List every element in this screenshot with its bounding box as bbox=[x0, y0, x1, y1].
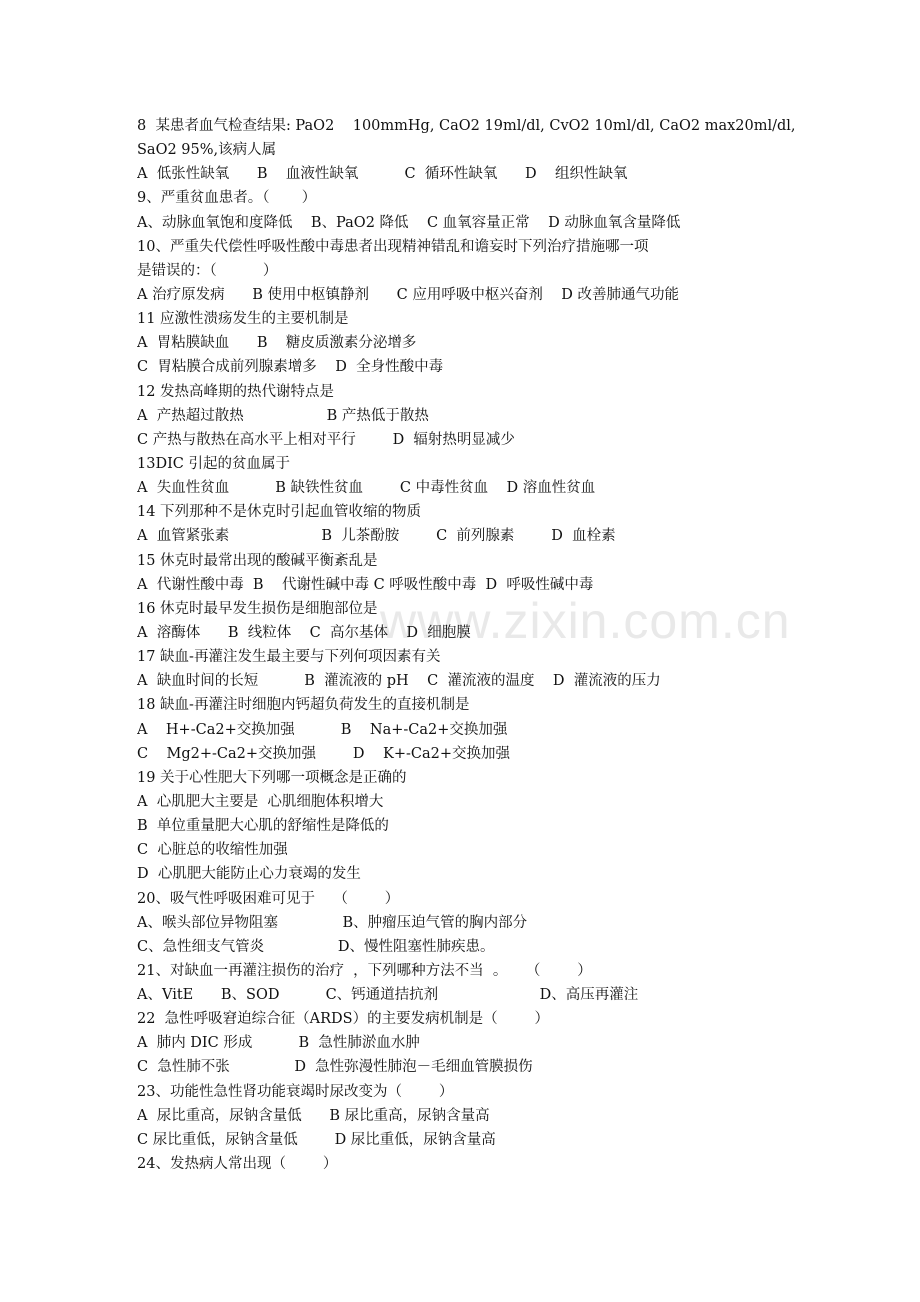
text-line: 10、严重失代偿性呼吸性酸中毒患者出现精神错乱和谵妄时下列治疗措施哪一项 bbox=[137, 238, 649, 255]
text-line: B 单位重量肥大心肌的舒缩性是降低的 bbox=[137, 818, 389, 835]
text-line: A 溶酶体 B 线粒体 C 高尔基体 D 细胞膜 bbox=[137, 624, 471, 641]
text-line: 13DIC 引起的贫血属于 bbox=[137, 455, 291, 472]
text-line: C、急性细支气管炎 D、慢性阻塞性肺疾患。 bbox=[137, 938, 495, 955]
text-line: 18 缺血-再灌注时细胞内钙超负荷发生的直接机制是 bbox=[137, 697, 470, 714]
text-line: A、VitE B、SOD C、钙通道拮抗剂 D、高压再灌注 bbox=[137, 987, 639, 1004]
text-line: A 尿比重高，尿钠含量低 B 尿比重高，尿钠含量高 bbox=[137, 1107, 490, 1124]
text-line: A 肺内 DIC 形成 B 急性肺淤血水肿 bbox=[137, 1035, 420, 1052]
text-line: A 心肌肥大主要是 心肌细胞体积增大 bbox=[137, 793, 384, 810]
text-line: 11 应激性溃疡发生的主要机制是 bbox=[137, 311, 349, 328]
text-line: A 胃粘膜缺血 B 糖皮质激素分泌增多 bbox=[137, 335, 417, 352]
text-line: 17 缺血-再灌注发生最主要与下列何项因素有关 bbox=[137, 649, 441, 666]
text-line: SaO2 95%,该病人属 bbox=[137, 142, 277, 159]
text-line: C 产热与散热在高水平上相对平行 D 辐射热明显减少 bbox=[137, 431, 515, 448]
text-line: 22 急性呼吸窘迫综合征（ARDS）的主要发病机制是（ ） bbox=[137, 1011, 549, 1028]
text-line: A 缺血时间的长短 B 灌流液的 pH C 灌流液的温度 D 灌流液的压力 bbox=[137, 673, 661, 690]
watermark: www.zixin.com.cn bbox=[380, 593, 791, 649]
text-line: A 低张性缺氧 B 血液性缺氧 C 循环性缺氧 D 组织性缺氧 bbox=[137, 166, 628, 183]
text-line: 24、发热病人常出现（ ） bbox=[137, 1156, 338, 1173]
text-line: C Mg2+-Ca2+交换加强 D K+-Ca2+交换加强 bbox=[137, 745, 510, 762]
text-line: D 心肌肥大能防止心力衰竭的发生 bbox=[137, 866, 361, 883]
text-line: 21、对缺血一再灌注损伤的治疗 ，下列哪种方法不当 。 （ ） bbox=[137, 962, 592, 979]
text-line: A、动脉血氧饱和度降低 B、PaO2 降低 C 血氧容量正常 D 动脉血氧含量降低 bbox=[137, 214, 681, 231]
text-line: C 心脏总的收缩性加强 bbox=[137, 842, 288, 859]
text-line: C 胃粘膜合成前列腺素增多 D 全身性酸中毒 bbox=[137, 359, 444, 376]
text-line: 12 发热高峰期的热代谢特点是 bbox=[137, 383, 335, 400]
text-line: C 尿比重低，尿钠含量低 D 尿比重低，尿钠含量高 bbox=[137, 1131, 496, 1148]
text-line: 16 休克时最早发生损伤是细胞部位是 bbox=[137, 600, 378, 617]
text-line: 19 关于心性肥大下列哪一项概念是正确的 bbox=[137, 769, 407, 786]
text-line: 9、严重贫血患者。（ ） bbox=[137, 190, 317, 207]
text-line: A 血管紧张素 B 儿茶酚胺 C 前列腺素 D 血栓素 bbox=[137, 528, 616, 545]
text-line: A、喉头部位异物阻塞 B、肿瘤压迫气管的胸内部分 bbox=[137, 914, 528, 931]
text-line: 15 休克时最常出现的酸碱平衡紊乱是 bbox=[137, 552, 378, 569]
text-line: C 急性肺不张 D 急性弥漫性肺泡－毛细血管膜损伤 bbox=[137, 1059, 533, 1076]
text-line: A 治疗原发病 B 使用中枢镇静剂 C 应用呼吸中枢兴奋剂 D 改善肺通气功能 bbox=[137, 286, 680, 303]
text-line: 20、吸气性呼吸困难可见于 （ ） bbox=[137, 890, 400, 907]
text-line: 8 某患者血气检查结果: PaO2 100mmHg, CaO2 19ml/dl, CvO2 10ml/dl, CaO2 max20ml/dl, bbox=[137, 118, 796, 134]
text-line: 23、功能性急性肾功能衰竭时尿改变为（ ） bbox=[137, 1083, 454, 1100]
text-line: A H+-Ca2+交换加强 B Na+-Ca2+交换加强 bbox=[137, 721, 508, 738]
text-line: A 失血性贫血 B 缺铁性贫血 C 中毒性贫血 D 溶血性贫血 bbox=[137, 480, 596, 497]
text-line: 是错误的：（ ） bbox=[137, 262, 278, 279]
question-text-block bbox=[137, 114, 797, 1176]
text-line: A 代谢性酸中毒 B 代谢性碱中毒 C 呼吸性酸中毒 D 呼吸性碱中毒 bbox=[137, 576, 594, 593]
text-line: 14 下列那种不是休克时引起血管收缩的物质 bbox=[137, 504, 422, 521]
text-line: A 产热超过散热 B 产热低于散热 bbox=[137, 407, 429, 424]
